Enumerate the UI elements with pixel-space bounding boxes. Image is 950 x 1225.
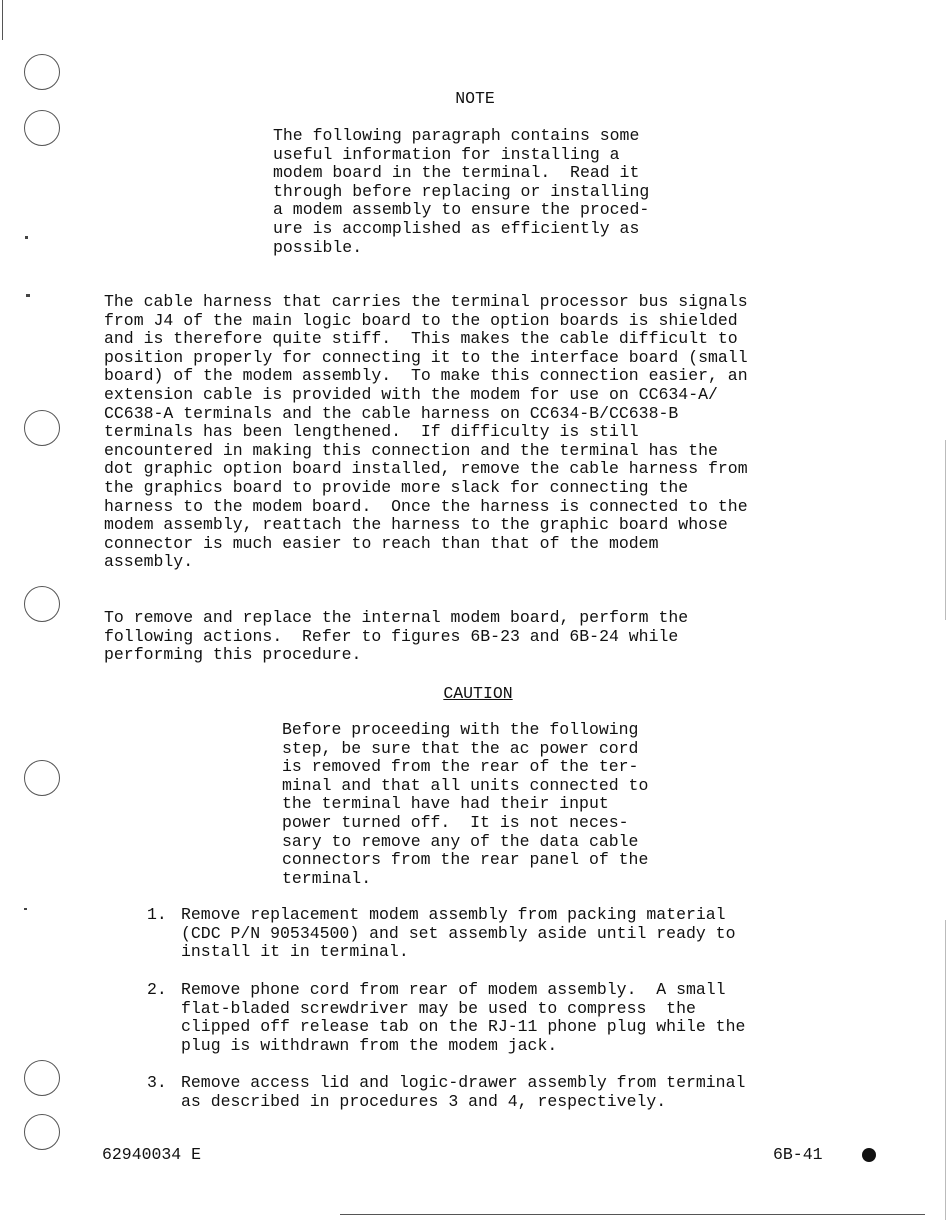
caution-line: connectors from the rear panel of the [282, 850, 649, 870]
scan-edge-line [945, 440, 946, 620]
step-number: 2. [147, 980, 167, 999]
note-line: modem board in the terminal. Read it [273, 163, 640, 183]
step-line: plug is withdrawn from the modem jack. [181, 1035, 558, 1055]
document-number: 62940034 E [102, 1145, 202, 1164]
paragraph-cable-harness [104, 293, 748, 572]
paragraph-line: encountered in making this connection and the terminal has the [104, 440, 718, 460]
caution-line: terminal. [282, 868, 372, 888]
step-line: Remove replacement modem assembly from packing material [181, 905, 726, 924]
note-line: a modem assembly to ensure the proced- [273, 200, 650, 220]
binder-hole-6 [24, 1060, 60, 1096]
caution-heading: CAUTION [443, 684, 513, 703]
scan-edge-line [945, 920, 946, 1220]
binder-hole-5 [24, 760, 60, 796]
note-line: useful information for installing a [273, 144, 620, 164]
paragraph-line: position properly for connecting it to the interface board (small [104, 347, 748, 367]
scan-edge-line [2, 0, 3, 40]
step-line: flat-bladed screwdriver may be used to compress the [181, 998, 696, 1018]
paragraph-line: extension cable is provided with the modem for use on CC634-A/ [104, 384, 718, 404]
paragraph-line: terminals has been lengthened. If difficulty is still [104, 422, 639, 442]
paragraph-line: following actions. Refer to figures 6B-23 and 6B-24 while [104, 626, 679, 646]
binder-hole-2 [24, 110, 60, 146]
note-line: possible. [273, 237, 363, 257]
caution-line: power turned off. It is not neces- [282, 812, 629, 832]
note-text [273, 127, 649, 257]
step-line: (CDC P/N 90534500) and set assembly aside until ready to [181, 923, 736, 943]
paragraph-line: connector is much easier to reach than that of the modem [104, 533, 659, 553]
note-heading: NOTE [455, 89, 495, 108]
binder-hole-4 [24, 586, 60, 622]
bullet-mark-icon [862, 1148, 876, 1162]
step-text [181, 981, 745, 1055]
bottom-edge-line [340, 1214, 925, 1215]
caution-text [282, 721, 648, 888]
caution-line: step, be sure that the ac power cord [282, 738, 639, 758]
binder-hole-3 [24, 410, 60, 446]
step-number: 1. [147, 905, 167, 924]
paragraph-line: To remove and replace the internal modem board, perform the [104, 608, 689, 627]
paragraph-line: harness to the modem board. Once the harness is connected to the [104, 496, 748, 516]
note-line: The following paragraph contains some [273, 126, 640, 145]
step-text [181, 1074, 745, 1111]
paragraph-remove-replace [104, 609, 688, 665]
paragraph-line: the graphics board to provide more slack for connecting the [104, 477, 689, 497]
paragraph-line: modem assembly, reattach the harness to the graphic board whose [104, 515, 728, 535]
page-number: 6B-41 [773, 1145, 823, 1164]
paragraph-line: CC638-A terminals and the cable harness on CC634-B/CC638-B [104, 403, 679, 423]
paragraph-line: board) of the modem assembly. To make this connection easier, an [104, 366, 748, 386]
note-line: through before replacing or installing [273, 181, 650, 201]
paragraph-line: The cable harness that carries the terminal processor bus signals [104, 292, 748, 311]
paragraph-line: performing this procedure. [104, 645, 362, 665]
paragraph-line: and is therefore quite stiff. This makes the cable difficult to [104, 329, 738, 349]
step-line: clipped off release tab on the RJ-11 phone plug while the [181, 1017, 746, 1037]
caution-line: is removed from the rear of the ter- [282, 757, 639, 777]
paragraph-line: from J4 of the main logic board to the option boards is shielded [104, 310, 738, 330]
binder-hole-7 [24, 1114, 60, 1150]
binder-hole-1 [24, 54, 60, 90]
paragraph-line: assembly. [104, 552, 194, 572]
step-line: as described in procedures 3 and 4, respectively. [181, 1091, 667, 1111]
step-number: 3. [147, 1073, 167, 1092]
step-text [181, 906, 736, 962]
scan-mark [25, 236, 28, 239]
step-line: Remove access lid and logic-drawer assembly from terminal [181, 1073, 746, 1092]
scan-mark [24, 908, 27, 910]
caution-line: minal and that all units connected to [282, 775, 649, 795]
caution-line: Before proceeding with the following [282, 720, 639, 739]
caution-line: the terminal have had their input [282, 794, 609, 814]
note-line: ure is accomplished as efficiently as [273, 218, 640, 238]
step-line: install it in terminal. [181, 942, 409, 962]
paragraph-line: dot graphic option board installed, remove the cable harness from [104, 459, 748, 479]
caution-line: sary to remove any of the data cable [282, 831, 639, 851]
scan-mark [26, 294, 30, 297]
step-line: Remove phone cord from rear of modem assembly. A small [181, 980, 726, 999]
